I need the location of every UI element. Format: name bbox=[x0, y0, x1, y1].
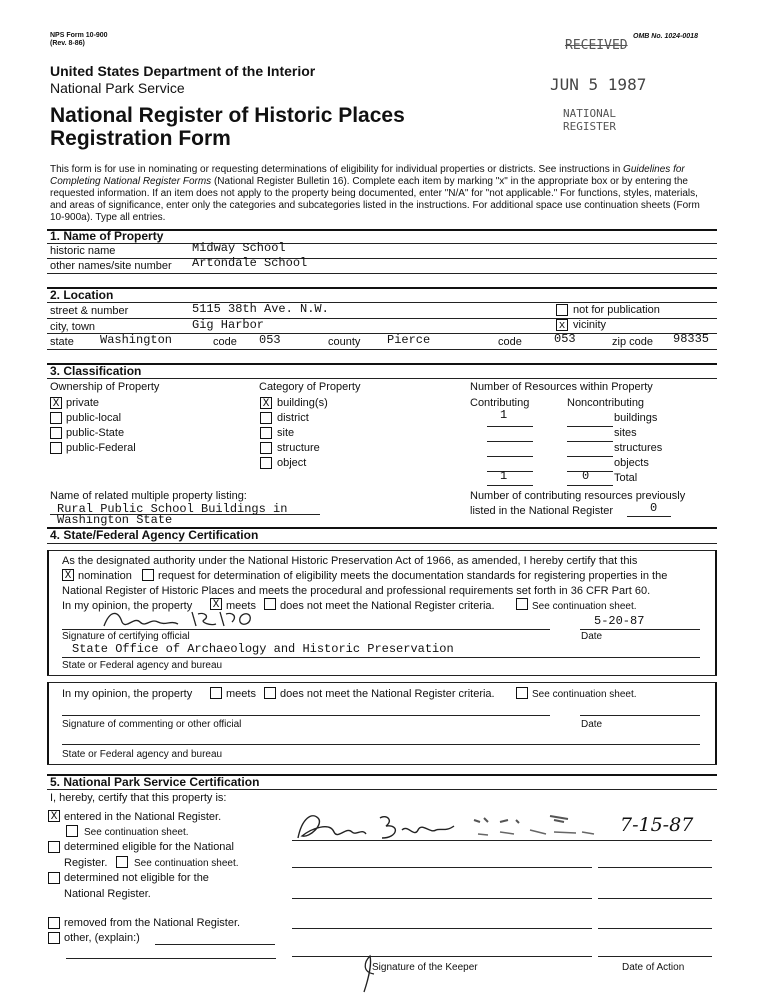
category-structure-checkbox[interactable] bbox=[260, 442, 272, 454]
city-label: city, town bbox=[50, 321, 96, 333]
entered-label: entered in the National Register. bbox=[64, 811, 222, 823]
entered-checkbox[interactable]: X bbox=[48, 810, 60, 822]
omb-number: OMB No. 1024-0018 bbox=[633, 33, 698, 40]
does-not-meet2-checkbox[interactable] bbox=[264, 687, 276, 699]
other-checkbox[interactable] bbox=[48, 932, 60, 944]
department-name: United States Department of the Interior bbox=[50, 63, 316, 79]
date-of-action-label: Date of Action bbox=[622, 962, 685, 973]
county-code-label: code bbox=[498, 336, 522, 348]
not-eligible-checkbox[interactable] bbox=[48, 872, 60, 884]
instructions-guidelines: Guidelines for Completing National Register Forms bbox=[50, 164, 685, 187]
continuation2-checkbox[interactable] bbox=[516, 687, 528, 699]
section5-heading: 5. National Park Service Certification bbox=[50, 775, 260, 789]
vicinity-checkbox[interactable]: x bbox=[556, 319, 568, 331]
not-for-publication-label: not for publication bbox=[573, 304, 660, 316]
keeper-initial-mark bbox=[358, 952, 380, 994]
commenting-date-label: Date bbox=[581, 719, 603, 730]
contributing-buildings-value: 1 bbox=[500, 408, 508, 422]
category-site-label: site bbox=[277, 427, 295, 439]
not-eligible-label-1: determined not eligible for the bbox=[64, 872, 209, 884]
certifying-date-label: Date bbox=[581, 631, 603, 642]
ownership-public-federal-checkbox[interactable] bbox=[50, 442, 62, 454]
vicinity-label: vicinity bbox=[573, 319, 607, 331]
category-district-checkbox[interactable] bbox=[260, 412, 272, 424]
entered-continuation-checkbox[interactable] bbox=[66, 825, 78, 837]
does-not-meet-label: does not meet the National Register criteria. bbox=[280, 600, 495, 612]
national-stamp: NATIONAL bbox=[563, 107, 616, 120]
continuation-label: See continuation sheet. bbox=[532, 601, 637, 612]
structures-label: structures bbox=[614, 442, 663, 454]
certifying-signature bbox=[100, 604, 260, 632]
service-name: National Park Service bbox=[50, 80, 185, 96]
meets2-label: meets bbox=[226, 688, 256, 700]
multiple-property-label: Name of related multiple property listing: bbox=[50, 490, 247, 502]
eligible-label-2: Register. bbox=[64, 857, 108, 869]
eligibility-request-checkbox[interactable] bbox=[142, 569, 154, 581]
not-for-publication-checkbox[interactable] bbox=[556, 304, 568, 316]
state-label: state bbox=[50, 336, 74, 348]
meets-checkbox[interactable]: X bbox=[210, 598, 222, 610]
ownership-private-label: private bbox=[66, 397, 100, 409]
category-structure-label: structure bbox=[277, 442, 320, 454]
noncontributing-label: Noncontributing bbox=[567, 397, 645, 409]
certifying-date-value: 5-20-87 bbox=[594, 614, 645, 628]
form-number: NPS Form 10-900 bbox=[50, 32, 108, 39]
instructions-part1: This form is for use in nominating or requesting determinations of eligibility for individual properties or districts. See instructions in bbox=[50, 164, 624, 175]
keeper-date-value: 7-15-87 bbox=[620, 814, 694, 836]
agency2-label: State or Federal agency and bureau bbox=[62, 749, 223, 760]
entered-continuation-label: See continuation sheet. bbox=[84, 827, 189, 838]
nomination-label: nomination bbox=[78, 570, 132, 582]
agency-value: State Office of Archaeology and Historic Preservation bbox=[72, 642, 454, 656]
state-code-value: 053 bbox=[259, 333, 281, 347]
eligible-continuation-label: See continuation sheet. bbox=[134, 858, 239, 869]
ownership-public-state-checkbox[interactable] bbox=[50, 427, 62, 439]
total-label: Total bbox=[614, 472, 638, 484]
certification-line2: request for determination of eligibility meets the documentation standards for registering properties in the bbox=[158, 570, 668, 582]
ownership-heading: Ownership of Property bbox=[50, 381, 160, 393]
city-value: Gig Harbor bbox=[192, 318, 265, 332]
historic-name-value: Midway School bbox=[192, 241, 286, 255]
eligible-label-1: determined eligible for the National bbox=[64, 841, 234, 853]
instructions-part2: (National Register Bulletin 16). Complete each item by marking "x" in the appropriate box or by entering the requested information. If an item does not apply to the property being documented, enter "N/A" for "not applicable." For functions, styles, materials, and areas of significance, enter only the categories and subcategories listed in the instructions. For additional space use continuation sheets (Form 10-900a). Type all entries. bbox=[50, 176, 700, 223]
category-district-label: district bbox=[277, 412, 309, 424]
does-not-meet2-label: does not meet the National Register criteria. bbox=[280, 688, 495, 700]
does-not-meet-checkbox[interactable] bbox=[264, 598, 276, 610]
other-names-label: other names/site number bbox=[50, 260, 172, 272]
nomination-checkbox[interactable]: X bbox=[62, 569, 74, 581]
previously-listed-label-2: listed in the National Register bbox=[470, 505, 614, 517]
category-site-checkbox[interactable] bbox=[260, 427, 272, 439]
keeper-signature-label: Signature of the Keeper bbox=[372, 962, 478, 973]
state-value: Washington bbox=[100, 333, 173, 347]
continuation2-label: See continuation sheet. bbox=[532, 689, 637, 700]
certification-line3: National Register of Historic Places and meets the procedural and professional requirements set forth in 36 CFR Part 60. bbox=[62, 585, 651, 597]
noncontributing-total-value: 0 bbox=[582, 469, 590, 483]
previously-listed-label-1: Number of contributing resources previously bbox=[470, 490, 686, 502]
agency-label: State or Federal agency and bureau bbox=[62, 660, 223, 671]
zip-label: zip code bbox=[612, 336, 653, 348]
street-label: street & number bbox=[50, 305, 129, 317]
resources-heading: Number of Resources within Property bbox=[470, 381, 653, 393]
section3-heading: 3. Classification bbox=[50, 364, 142, 378]
category-heading: Category of Property bbox=[259, 381, 361, 393]
ownership-private-checkbox[interactable]: X bbox=[50, 397, 62, 409]
category-building-checkbox[interactable]: X bbox=[260, 397, 272, 409]
ownership-public-local-checkbox[interactable] bbox=[50, 412, 62, 424]
multiple-property-value-1: Rural Public School Buildings in bbox=[57, 502, 288, 516]
meets-label: meets bbox=[226, 600, 256, 612]
received-date-stamp: JUN 5 1987 bbox=[550, 75, 647, 94]
instructions-paragraph bbox=[50, 164, 710, 224]
form-title-line1: National Register of Historic Places bbox=[50, 104, 405, 127]
sites-label: sites bbox=[614, 427, 637, 439]
category-object-label: object bbox=[277, 457, 307, 469]
section2-heading: 2. Location bbox=[50, 288, 114, 302]
ownership-public-federal-label: public-Federal bbox=[66, 442, 136, 454]
county-label: county bbox=[328, 336, 361, 348]
objects-label: objects bbox=[614, 457, 649, 469]
eligible-checkbox[interactable] bbox=[48, 841, 60, 853]
historic-name-label: historic name bbox=[50, 245, 116, 257]
category-object-checkbox[interactable] bbox=[260, 457, 272, 469]
not-eligible-label-2: National Register. bbox=[64, 888, 151, 900]
previously-listed-value: 0 bbox=[650, 501, 658, 515]
state-code-label: code bbox=[213, 336, 237, 348]
received-stamp: RECEIVED bbox=[565, 38, 628, 53]
removed-label: removed from the National Register. bbox=[64, 917, 241, 929]
multiple-property-value-2: Washington State bbox=[57, 513, 173, 527]
commenting-signature-label: Signature of commenting or other official bbox=[62, 719, 242, 730]
opinion-label: In my opinion, the property bbox=[62, 600, 193, 612]
buildings-label: buildings bbox=[614, 412, 658, 424]
certification-intro: As the designated authority under the National Historic Preservation Act of 1966, as amended, I hereby certify that this bbox=[62, 555, 638, 567]
section4-heading: 4. State/Federal Agency Certification bbox=[50, 528, 259, 542]
zip-value: 98335 bbox=[673, 332, 710, 346]
meets2-checkbox[interactable] bbox=[210, 687, 222, 699]
keeper-stamp-smudge bbox=[470, 812, 610, 842]
form-title-line2: Registration Form bbox=[50, 127, 231, 150]
ownership-public-local-label: public-local bbox=[66, 412, 122, 424]
other-label: other, (explain:) bbox=[64, 932, 140, 944]
other-names-value: Artondale School bbox=[192, 256, 308, 270]
contributing-label: Contributing bbox=[470, 397, 530, 409]
county-code-value: 053 bbox=[554, 332, 576, 346]
county-value: Pierce bbox=[387, 333, 431, 347]
register-stamp: REGISTER bbox=[563, 120, 616, 133]
continuation-checkbox[interactable] bbox=[516, 598, 528, 610]
street-value: 5115 38th Ave. N.W. bbox=[192, 302, 329, 316]
nps-intro: I, hereby, certify that this property is: bbox=[50, 792, 227, 804]
section1-heading: 1. Name of Property bbox=[50, 229, 164, 243]
eligible-continuation-checkbox[interactable] bbox=[116, 856, 128, 868]
category-building-label: building(s) bbox=[277, 397, 328, 409]
opinion2-label: In my opinion, the property bbox=[62, 688, 193, 700]
contributing-total-value: 1 bbox=[500, 469, 508, 483]
removed-checkbox[interactable] bbox=[48, 917, 60, 929]
ownership-public-state-label: public-State bbox=[66, 427, 125, 439]
form-revision: (Rev. 8-86) bbox=[50, 40, 85, 47]
certifying-signature-label: Signature of certifying official bbox=[62, 631, 190, 642]
